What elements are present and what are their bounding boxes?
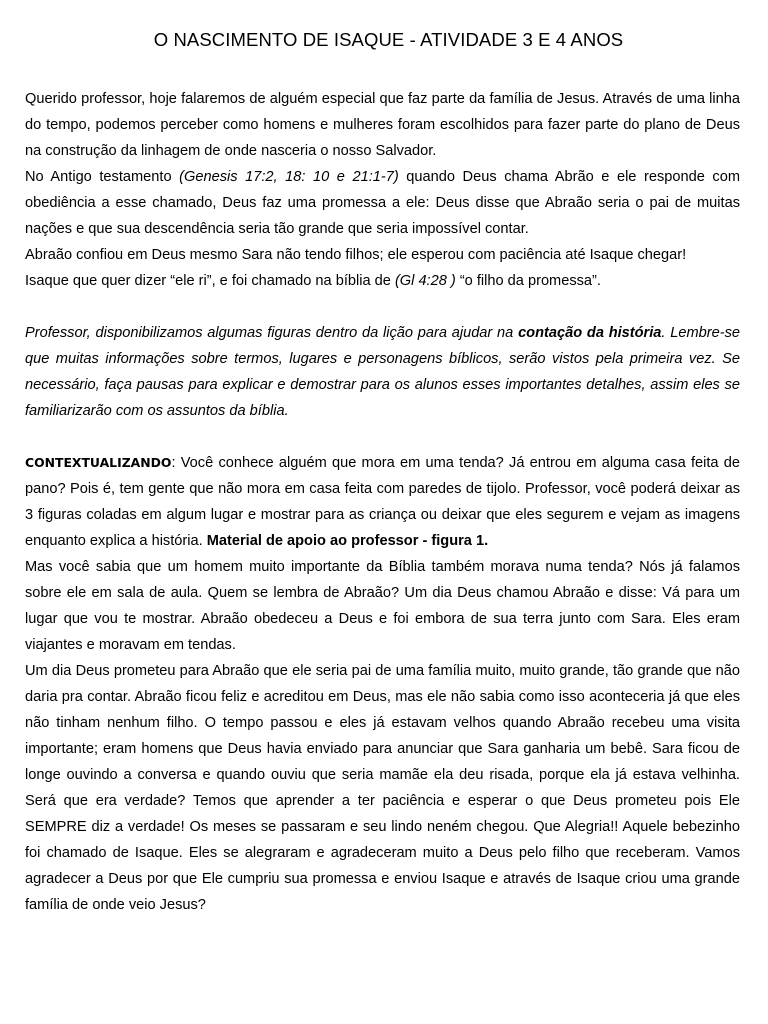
context-paragraph-3: Um dia Deus prometeu para Abraão que ele seria pai de uma família muito, muito grande, tão grande que não daria pra contar. Abraão ficou feliz e acreditou em Deus, mas ele não sabia como isso aconteceria já que eles não tinham nenhum filho. O tempo passou e eles já estavam velhos quando Abraão recebeu uma visita importante; eram homens que Deus havia enviado para anunciar que Sara ganharia um bebê. Sara ficou de longe ouvindo a conversa e quando ouviu que seria mamãe ela deu risada, porque ela já estava velhinha. Será que era verdade? Temos que aprender a ter paciência e esperar o que Deus prometeu pois Ele SEMPRE diz a verdade! Os meses se passaram e seu lindo neném chegou. Que Alegria!! Aquele bebezinho foi chamado de Isaque. Eles se alegraram e agradeceram muito a Deus pelo filho que receberam. Vamos agradecer a Deus por que Ele cumpriu sua promessa e enviou Isaque e através de Isaque criou uma grande família de onde veio Jesus? [25, 663, 740, 913]
intro-paragraph-4 [25, 268, 740, 294]
note-text-b: . Lembre-se que muitas informações sobre termos, lugares e personagens bíblicos, serão vistos pela primeira vez. Se necessário, faça pausas para explicar e demostrar para os alunos esses importantes detalhes, assim eles se familiarizarão com os assuntos da bíblia. [25, 325, 741, 419]
intro-p2-text-a: No Antigo testamento [25, 169, 180, 185]
bible-reference-genesis: (Genesis 17:2, 18: 10 e 21:1-7) [179, 169, 399, 185]
spacer [25, 424, 740, 450]
intro-p4-text-b: “o filho da promessa”. [455, 273, 601, 289]
context-paragraph-2: Mas você sabia que um homem muito importante da Bíblia também morava numa tenda? Nós já falamos sobre ele em sala de aula. Quem se lembra de Abraão? Um dia Deus chamou Abraão e disse: Vá para um lugar que vou te mostrar. Abraão obedeceu a Deus e foi embora de sua terra junto com Sara. Eles eram viajantes e moravam em tendas. [25, 559, 740, 653]
intro-paragraph-1: Querido professor, hoje falaremos de alguém especial que faz parte da família de Jesus. Através de uma linha do tempo, podemos perceber como homens e mulheres foram escolhidos para fazer parte do plano de Deus na construção da linhagem de onde nasceria o nosso Salvador. [25, 91, 740, 159]
intro-p2-text-b: quando Deus chama Abrão e ele responde com obediência a esse chamado, Deus faz uma promessa a ele: Deus disse que Abraão seria o pai de muitas nações e que sua descendência seria tão grande que seria impossível contar. [25, 169, 740, 237]
bible-reference-galatas: (Gl 4:28 ) [394, 273, 456, 289]
spacer [25, 294, 740, 320]
intro-paragraph-3: Abraão confiou em Deus mesmo Sara não tendo filhos; ele esperou com paciência até Isaque chegar! [25, 247, 687, 263]
context-paragraph-1 [25, 450, 740, 554]
context-label: CONTEXTUALIZANDO [25, 455, 172, 470]
support-material-label: Material de apoio ao professor - figura 1. [206, 533, 489, 549]
note-text-a: Professor, disponibilizamos algumas figuras dentro da lição para ajudar na [25, 325, 519, 341]
note-bold-phrase: contação da história [518, 325, 662, 341]
teacher-note-paragraph [25, 320, 740, 424]
intro-p4-text-a: Isaque que quer dizer “ele ri”, e foi chamado na bíblia de [25, 273, 395, 289]
page-title: O NASCIMENTO DE ISAQUE - ATIVIDADE 3 E 4 ANOS [153, 29, 624, 50]
context-text-a: : Você conhece alguém que mora em uma tenda? Já entrou em alguma casa feita de pano? Pois é, tem gente que não mora em casa feita com paredes de tijolo. Professor, você poderá deixar as 3 figuras coladas em algum lugar e mostrar para as criança ou deixar que eles segurem e vejam as imagens enquanto explica a história. [25, 455, 740, 549]
intro-paragraph-2 [25, 164, 740, 242]
